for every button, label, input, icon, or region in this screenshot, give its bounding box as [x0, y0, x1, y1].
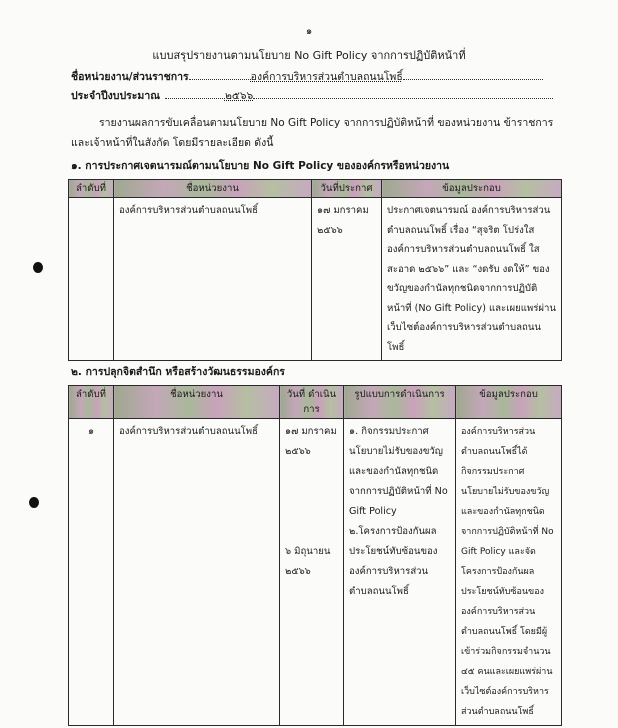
- table-row: [69, 419, 562, 726]
- intro-paragraph: [71, 113, 561, 153]
- dotted-leader: [189, 69, 251, 80]
- agency-field: [71, 68, 543, 85]
- cell-date: ๑๗ มกราคม ๒๕๖๖: [312, 198, 382, 361]
- table-row: [69, 198, 562, 361]
- fiscal-year-value: ๒๕๖๖: [224, 90, 254, 102]
- header-agency: ชื่อหน่วยงาน: [114, 180, 312, 198]
- header-date: วันที่ประกาศ: [312, 180, 382, 198]
- document-title: แบบสรุปรายงานตามนโยบาย No Gift Policy จากการปฏิบัติหน้าที่: [152, 49, 466, 62]
- header-order: ลำดับที่: [69, 180, 114, 198]
- announcement-table: [68, 179, 562, 361]
- table-header-row: [69, 386, 562, 419]
- dotted-leader: [165, 88, 225, 99]
- dotted-leader: [253, 88, 553, 99]
- header-activity: รูปแบบการดำเนินการ: [344, 386, 456, 419]
- agency-label: ชื่อหน่วยงาน/ส่วนราชการ: [71, 71, 189, 83]
- page-number: ๑: [305, 26, 313, 37]
- agency-value: องค์การบริหารส่วนตำบลถนนโพธิ์: [250, 71, 403, 83]
- header-details: ข้อมูลประกอบ: [382, 180, 562, 198]
- header-date: วันที่ ดำเนินการ: [280, 386, 344, 419]
- intro-text: รายงานผลการขับเคลื่อนตามนโยบาย No Gift Policy จากการปฏิบัติหน้าที่ ของหน่วยงาน ข้าราชการและเจ้าหน้าที่ในสังกัด โดยมีรายละเอียด ดังนี้: [71, 117, 554, 149]
- fiscal-year-label: ประจำปีงบประมาณ: [71, 90, 160, 102]
- section1-heading: ๑. การประกาศเจตนารมณ์ตามนโยบาย No Gift Policy ขององค์กรหรือหน่วยงาน: [71, 160, 450, 172]
- activity-1: ๑. กิจกรรมประกาศนโยบายไม่รับของขวัญและของกำนัลทุกชนิดจากการปฏิบัติหน้าที่ No Gift Policy: [349, 426, 448, 517]
- punch-hole-mark: [33, 262, 43, 273]
- header-order: ลำดับที่: [69, 386, 114, 419]
- header-details: ข้อมูลประกอบ: [456, 386, 562, 419]
- cell-details: ประกาศเจตนารมณ์ องค์การบริหารส่วนตำบลถนนโพธิ์ เรื่อง “สุจริต โปร่งใส องค์การบริหารส่วนตำบลถนนโพธิ์ ใสสะอาด ๒๕๖๖” และ “งดรับ งดให้” ของขวัญของกำนัลทุกชนิดจากการปฏิบัติหน้าที่ (No Gift Policy) และเผยแพร่ผ่านเว็บไซต์องค์การบริหารส่วนตำบลถนนโพธิ์: [382, 198, 562, 361]
- section2-heading: ๒. การปลุกจิตสำนึก หรือสร้างวัฒนธรรมองค์กร: [71, 366, 285, 378]
- activity-2: ๒.โครงการป้องกันผลประโยชน์ทับซ้อนขององค์การบริหารส่วนตำบลถนนโพธิ์: [349, 526, 438, 597]
- cell-agency: องค์การบริหารส่วนตำบลถนนโพธิ์: [114, 198, 312, 361]
- cell-order: [69, 198, 114, 361]
- date-2: ๖ มิถุนายน ๒๕๖๖: [285, 546, 331, 577]
- cell-dates: [280, 419, 344, 726]
- table-header-row: [69, 180, 562, 198]
- punch-hole-mark: [29, 497, 39, 508]
- fiscal-year-field: [71, 87, 553, 104]
- cell-agency: องค์การบริหารส่วนตำบลถนนโพธิ์: [114, 419, 280, 726]
- culture-table: [68, 385, 562, 726]
- cell-activities: [344, 419, 456, 726]
- header-agency: ชื่อหน่วยงาน: [114, 386, 280, 419]
- cell-details: องค์การบริหารส่วนตำบลถนนโพธิ์ได้กิจกรรมประกาศนโยบายไม่รับของขวัญและของกำนัลทุกชนิดจากการปฏิบัติหน้าที่ No Gift Policy และจัดโครงการป้องกันผลประโยชน์ทับซ้อนขององค์การบริหารส่วนตำบลถนนโพธิ์ โดยมีผู้เข้าร่วมกิจกรรมจำนวน ๔๕ คนและเผยแพร่ผ่านเว็บไซต์องค์การบริหารส่วนตำบลถนนโพธิ์: [456, 419, 562, 726]
- dotted-leader: [403, 69, 543, 80]
- cell-order: ๑: [69, 419, 114, 726]
- date-1: ๑๗ มกราคม ๒๕๖๖: [285, 426, 337, 457]
